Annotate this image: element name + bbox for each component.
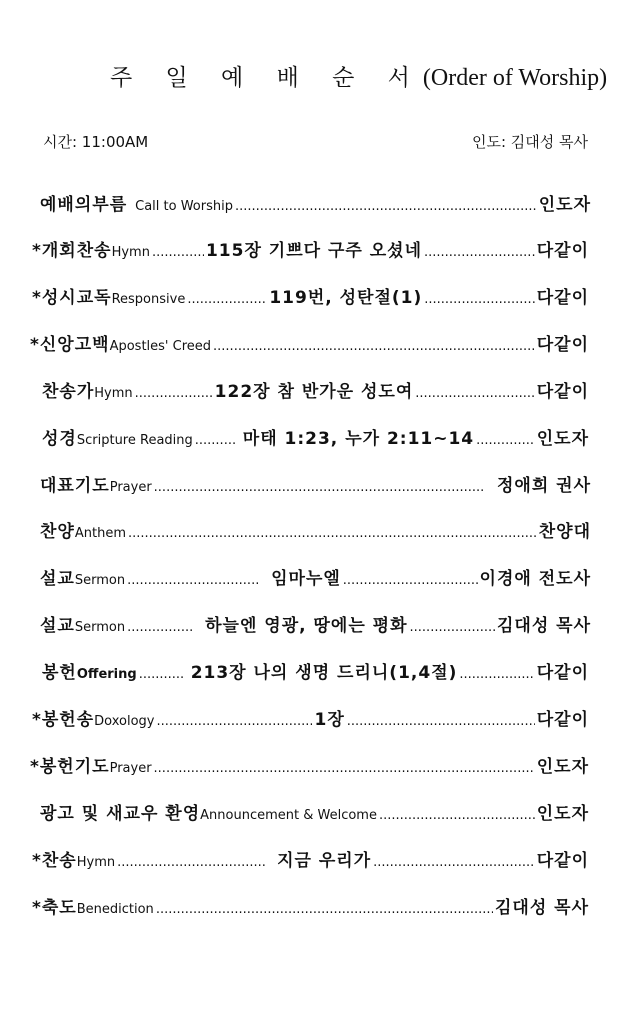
order-item-leader: 정애희 권사: [496, 476, 591, 496]
order-item-content: 122장 참 반가운 성도여: [214, 382, 414, 402]
dot-leader: [154, 473, 485, 503]
order-item-korean: *축도: [32, 898, 77, 918]
order-item-english: Anthem: [74, 526, 126, 541]
dot-leader: [128, 519, 537, 549]
dot-leader: [135, 379, 213, 409]
dot-leader: [476, 426, 535, 456]
order-item-leader: 이경애 전도사: [479, 569, 591, 589]
dot-leader: [424, 285, 534, 315]
dot-leader: [235, 192, 537, 222]
order-item-korean: 설교: [40, 616, 75, 636]
order-item-korean: 찬송가: [42, 382, 95, 402]
order-item: [42, 377, 589, 407]
order-item: [40, 611, 591, 641]
dot-leader: [195, 426, 235, 456]
order-item-leader: 다같이: [536, 663, 589, 683]
order-item-korean: 대표기도: [40, 476, 110, 496]
order-item: [32, 283, 589, 313]
order-item-korean: 찬양: [40, 522, 75, 542]
order-item-content: 지금 우리가: [277, 851, 372, 871]
order-item-korean: 광고 및 새교우 환영: [40, 804, 201, 824]
order-item-english: Responsive: [111, 292, 186, 307]
order-item-english: Sermon: [74, 620, 126, 635]
order-item: [40, 471, 591, 501]
dot-leader: [415, 379, 534, 409]
order-item-korean: *신앙고백: [30, 335, 110, 355]
order-item-leader: 인도자: [536, 804, 589, 824]
order-item-leader: 인도자: [536, 757, 589, 777]
order-item: [40, 517, 591, 547]
order-item-leader: 다같이: [536, 241, 589, 261]
order-item: [30, 752, 589, 782]
page-title: [110, 62, 608, 94]
dot-leader: [347, 707, 535, 737]
order-item-korean: 예배의부름: [40, 195, 128, 215]
service-meta: [43, 130, 588, 154]
dot-leader: [373, 848, 535, 878]
order-item-content: 마태 1:23, 누가 2:11~14: [242, 429, 475, 449]
order-item: [32, 236, 589, 266]
dot-leader: [213, 332, 535, 362]
dot-leader: [117, 848, 265, 878]
order-item-leader: 찬양대: [538, 522, 591, 542]
service-leader: 인도: 김대성 목사: [471, 133, 588, 151]
order-item-content: 213장 나의 생명 드리니(1,4절): [190, 663, 458, 683]
dot-leader: [459, 660, 534, 690]
order-item-english: Doxology: [94, 714, 155, 729]
order-item-english: Scripture Reading: [76, 433, 193, 448]
dot-leader: [379, 801, 535, 831]
order-item: [40, 564, 591, 594]
order-item: [30, 330, 589, 360]
order-item-content: 115장 기쁘다 구주 오셨네: [205, 241, 422, 261]
order-item-korean: 설교: [40, 569, 75, 589]
order-item-content: 하늘엔 영광, 땅에는 평화: [205, 616, 408, 636]
dot-leader: [410, 613, 495, 643]
order-item-content: 1장: [314, 710, 345, 730]
order-item-korean: 성경: [42, 429, 77, 449]
order-item-english: Sermon: [74, 573, 126, 588]
dot-leader: [152, 238, 204, 268]
order-item-english: Offering: [76, 667, 137, 682]
order-item-korean: *봉헌기도: [30, 757, 110, 777]
dot-leader: [343, 566, 478, 596]
order-item-korean: *찬송: [32, 851, 77, 871]
order-item: [42, 658, 589, 688]
order-item-leader: 다같이: [536, 382, 589, 402]
order-item: [32, 705, 589, 735]
title-english: (Order of Worship): [422, 65, 608, 91]
order-item: [42, 424, 589, 454]
order-item-leader: 다같이: [536, 288, 589, 308]
dot-leader: [424, 238, 535, 268]
title-korean: 주 일 예 배 순 서: [110, 65, 423, 91]
order-item-english: Prayer: [109, 480, 152, 495]
service-time: 시간: 11:00AM: [43, 133, 149, 151]
order-item: [40, 190, 591, 220]
order-item-korean: *개회찬송: [32, 241, 112, 261]
dot-leader: [127, 566, 259, 596]
dot-leader: [187, 285, 267, 315]
order-item-leader: 인도자: [538, 195, 591, 215]
order-item-korean: 봉헌: [42, 663, 77, 683]
order-item: [32, 846, 589, 876]
dot-leader: [156, 895, 493, 925]
order-item-content: 임마누엘: [271, 569, 341, 589]
order-item-leader: 다같이: [536, 335, 589, 355]
order-item-english: Prayer: [109, 761, 152, 776]
dot-leader: [156, 707, 312, 737]
order-item-leader: 인도자: [536, 429, 589, 449]
order-item-leader: 다같이: [536, 851, 589, 871]
order-item-leader: 다같이: [536, 710, 589, 730]
order-item-english: Hymn: [111, 245, 150, 260]
order-item-english: Announcement & Welcome: [200, 808, 377, 823]
order-item-korean: *봉헌송: [32, 710, 95, 730]
order-item-korean: *성시교독: [32, 288, 112, 308]
order-item-english: Hymn: [94, 386, 133, 401]
order-item-english: Call to Worship: [135, 199, 233, 214]
order-item: [40, 799, 589, 829]
order-item-leader: 김대성 목사: [494, 898, 589, 918]
order-item-english: Apostles' Creed: [109, 339, 212, 354]
order-item-leader: 김대성 목사: [496, 616, 591, 636]
dot-leader: [154, 754, 535, 784]
dot-leader: [139, 660, 183, 690]
order-item: [32, 893, 589, 923]
order-item-english: Hymn: [76, 855, 116, 870]
dot-leader: [127, 613, 193, 643]
order-item-content: 119번, 성탄절(1): [269, 288, 423, 308]
order-item-english: Benediction: [76, 902, 154, 917]
